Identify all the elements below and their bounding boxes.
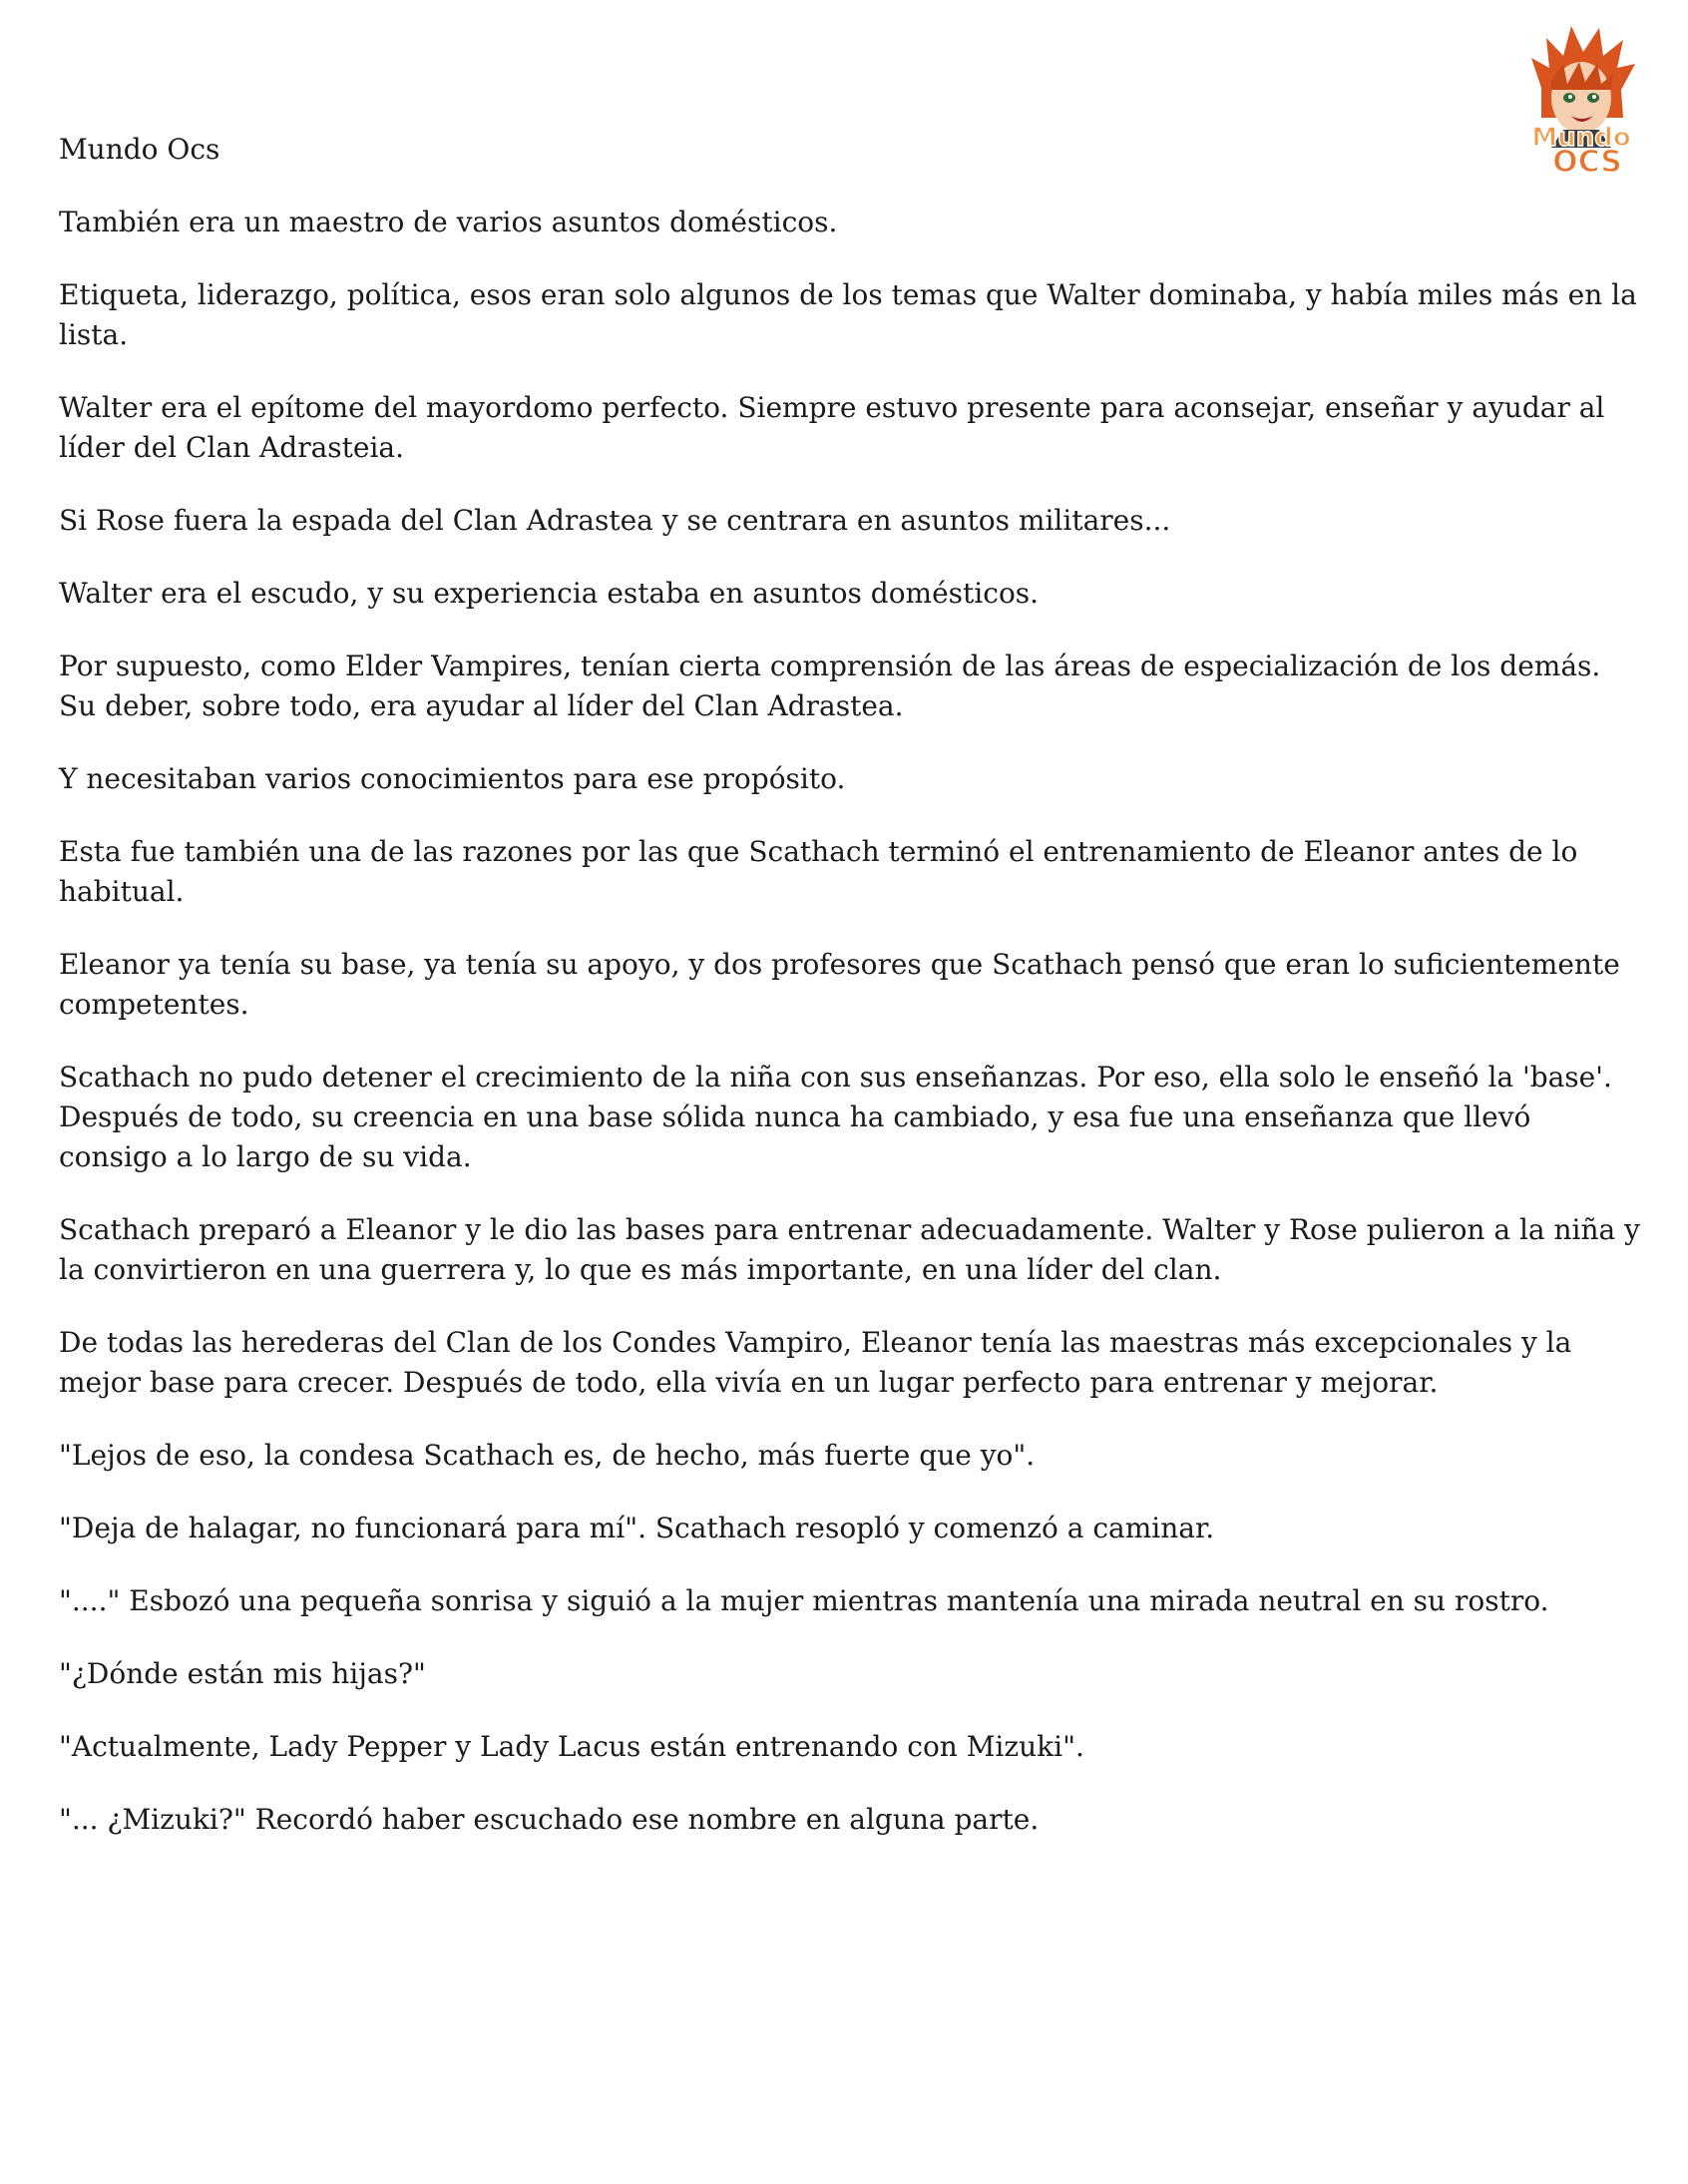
paragraph: "¿Dónde están mis hijas?" xyxy=(59,1657,426,1690)
paragraph: Etiqueta, liderazgo, política, esos eran solo algunos de los temas que Walter dominaba, y había miles más en la lista. xyxy=(59,278,1637,351)
paragraph: "...." Esbozó una pequeña sonrisa y siguió a la mujer mientras mantenía una mirada neutral en su rostro. xyxy=(59,1584,1549,1617)
page-header: Mundo Ocs xyxy=(59,133,220,166)
paragraph: Walter era el escudo, y su experiencia estaba en asuntos domésticos. xyxy=(59,577,1040,610)
paragraph: "Deja de halagar, no funcionará para mí". Scathach resopló y comenzó a caminar. xyxy=(59,1512,1215,1544)
paragraph: También era un maestro de varios asuntos domésticos. xyxy=(59,206,838,238)
paragraph: "Actualmente, Lady Pepper y Lady Lacus están entrenando con Mizuki". xyxy=(59,1730,1084,1763)
paragraph-list xyxy=(59,203,1645,1840)
paragraph: Y necesitaban varios conocimientos para ese propósito. xyxy=(59,762,846,795)
paragraph: "Lejos de eso, la condesa Scathach es, de hecho, más fuerte que yo". xyxy=(59,1439,1036,1472)
document-body xyxy=(59,130,1645,1873)
paragraph: Scathach no pudo detener el crecimiento de la niña con sus enseñanzas. Por eso, ella solo le enseñó la 'base'. Después de todo, su creencia en una base sólida nunca ha cambiado, y esa fue una enseñanza que llevó consigo a lo largo de su vida. xyxy=(59,1061,1612,1173)
paragraph: Si Rose fuera la espada del Clan Adrastea y se centrara en asuntos militares... xyxy=(59,504,1171,537)
paragraph: De todas las herederas del Clan de los Condes Vampiro, Eleanor tenía las maestras más excepcionales y la mejor base para crecer. Después de todo, ella vivía en un lugar perfecto para entrenar y mejorar. xyxy=(59,1326,1572,1399)
paragraph: Eleanor ya tenía su base, ya tenía su apoyo, y dos profesores que Scathach pensó que eran lo suficientemente competentes. xyxy=(59,948,1620,1021)
paragraph: Por supuesto, como Elder Vampires, tenían cierta comprensión de las áreas de especialización de los demás. Su deber, sobre todo, era ayudar al líder del Clan Adrastea. xyxy=(59,650,1601,722)
svg-text:OCS: OCS xyxy=(1552,145,1622,178)
svg-text:Mundo: Mundo xyxy=(1531,123,1631,153)
paragraph: Scathach preparó a Eleanor y le dio las bases para entrenar adecuadamente. Walter y Rose pulieron a la niña y la convirtieron en una guerrera y, lo que es más importante, en una líder del clan. xyxy=(59,1213,1640,1286)
paragraph: Walter era el epítome del mayordomo perfecto. Siempre estuvo presente para aconsejar, enseñar y ayudar al líder del Clan Adrasteia. xyxy=(59,391,1605,464)
paragraph: Esta fue también una de las razones por las que Scathach terminó el entrenamiento de Eleanor antes de lo habitual. xyxy=(59,835,1578,908)
paragraph: "... ¿Mizuki?" Recordó haber escuchado ese nombre en alguna parte. xyxy=(59,1803,1040,1836)
